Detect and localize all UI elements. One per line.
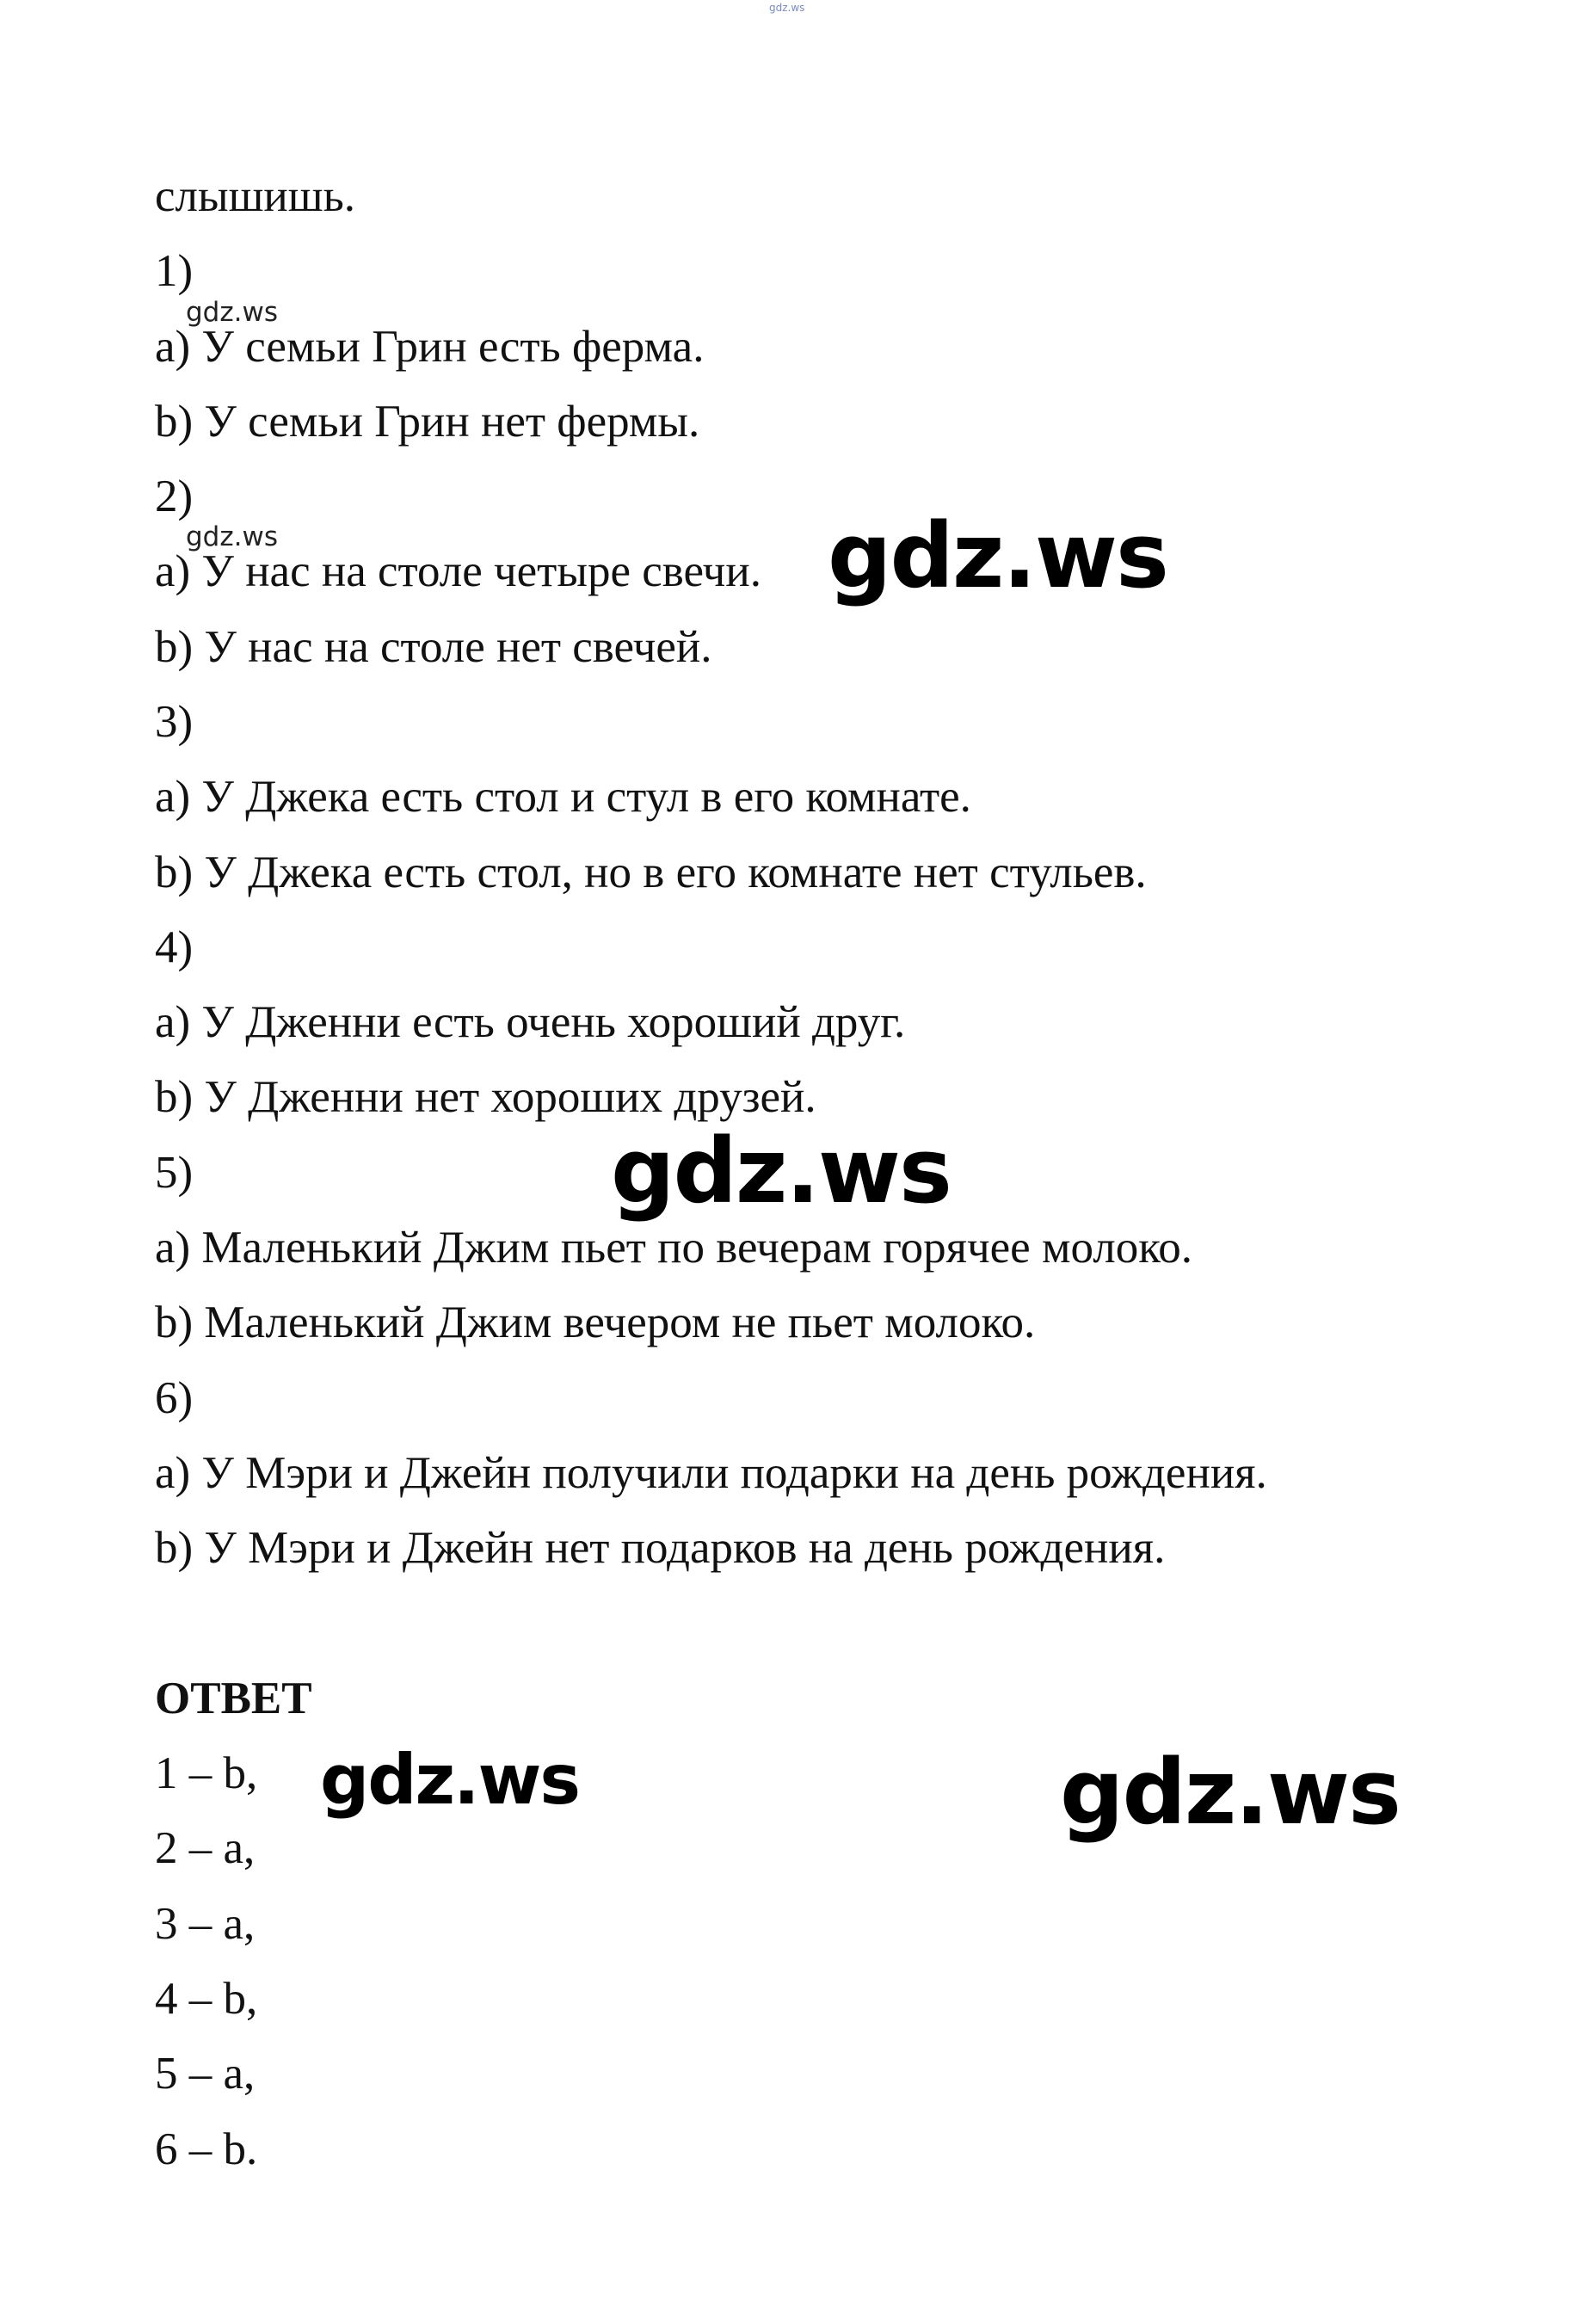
item-option-a: a) У семьи Грин есть ферма. [155, 322, 705, 372]
answer-line: 3 – a, [155, 1899, 256, 1949]
watermark-large: gdz.ws [1060, 1740, 1400, 1845]
item-option-a: a) У нас на столе четыре свечи. [155, 546, 761, 596]
item-option-a: a) Маленький Джим пьет по вечерам горячее молоко. [155, 1223, 1193, 1273]
item-number: 3) [155, 697, 194, 747]
item-option-b: b) У Дженни нет хороших друзей. [155, 1072, 816, 1122]
intro-line: слышишь. [155, 171, 355, 221]
watermark-large: gdz.ws [611, 1119, 951, 1224]
item-option-a: a) У Дженни есть очень хороший друг. [155, 997, 906, 1047]
top-watermark: gdz.ws [769, 2, 805, 14]
item-number: 6) [155, 1373, 194, 1423]
answer-line: 2 – a, [155, 1823, 256, 1873]
watermark-large: gdz.ws [828, 503, 1167, 608]
item-option-b: b) Маленький Джим вечером не пьет молоко. [155, 1298, 1036, 1347]
answer-line: 4 – b, [155, 1974, 258, 2024]
item-number: 1) [155, 246, 194, 296]
answer-line: 5 – a, [155, 2049, 256, 2099]
watermark-small: gdz.ws [186, 297, 278, 328]
item-option-a: a) У Мэри и Джейн получили подарки на день рождения. [155, 1448, 1267, 1498]
answer-heading: ОТВЕТ [155, 1674, 312, 1723]
item-option-b: b) У нас на столе нет свечей. [155, 622, 712, 672]
watermark-medium: gdz.ws [320, 1740, 580, 1820]
item-option-b: b) У Мэри и Джейн нет подарков на день рождения. [155, 1523, 1166, 1573]
item-option-b: b) У семьи Грин нет фермы. [155, 397, 700, 447]
watermark-small: gdz.ws [186, 521, 278, 552]
item-number: 4) [155, 922, 194, 972]
answer-line: 6 – b. [155, 2124, 258, 2174]
item-option-b: b) У Джека есть стол, но в его комнате нет стульев. [155, 848, 1147, 897]
item-number: 2) [155, 472, 194, 521]
answer-line: 1 – b, [155, 1748, 258, 1798]
item-number: 5) [155, 1148, 194, 1198]
item-option-a: a) У Джека есть стол и стул в его комнате. [155, 772, 971, 822]
